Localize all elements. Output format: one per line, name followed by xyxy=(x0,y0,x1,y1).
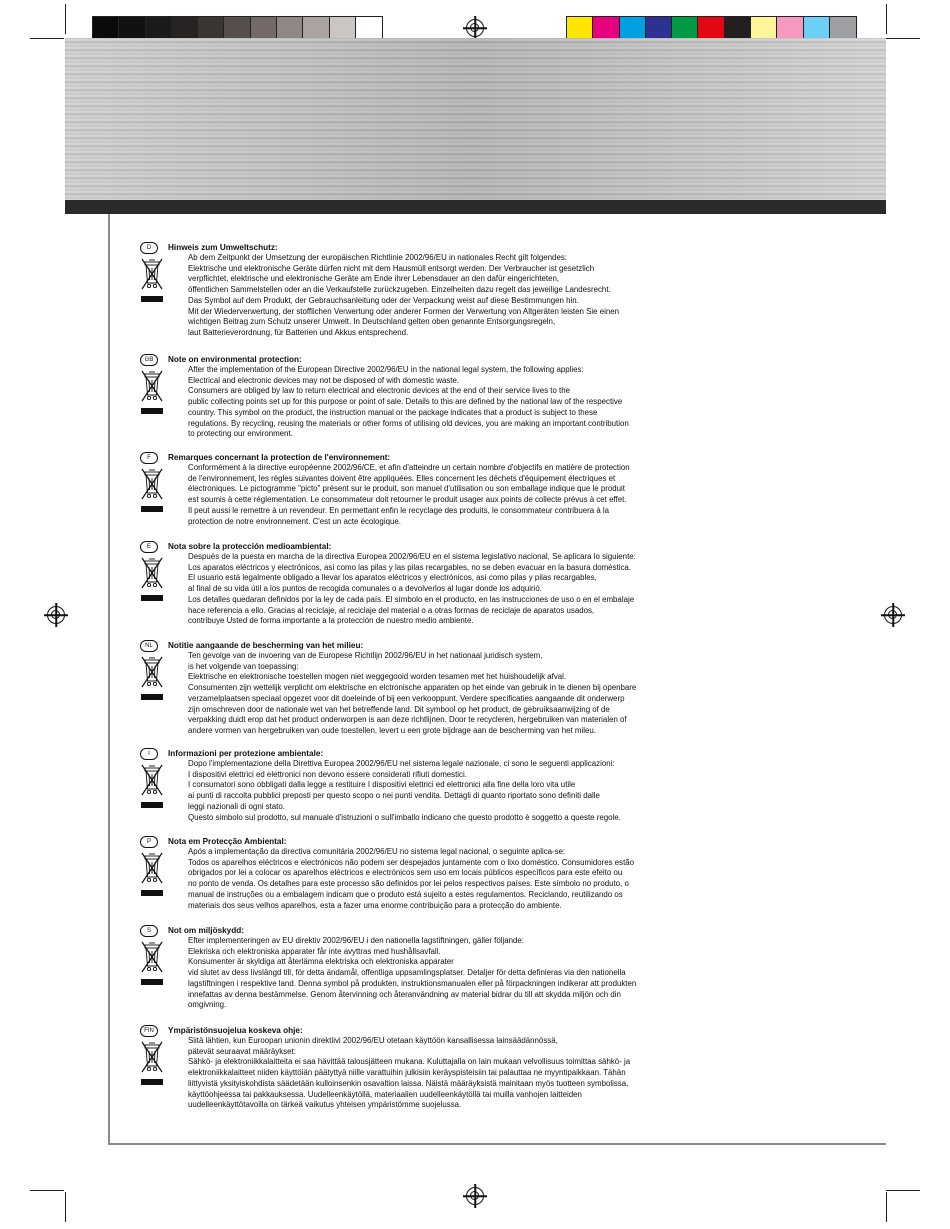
text-line: Los aparatos eléctricos y electrónicos, así como las pilas y las pilas recargables, no se deben evacuar en la basura doméstica. xyxy=(188,562,631,572)
crossed-bin-icon xyxy=(140,762,164,814)
crop-mark xyxy=(886,38,920,39)
notice-section xyxy=(140,354,760,439)
text-line: After the implementation of the European Directive 2002/96/EU in the national legal system, the following applies: xyxy=(188,365,584,374)
section-title: Ympäristönsuojelua koskeva ohje: xyxy=(168,1026,303,1035)
content-frame-bottom xyxy=(108,1143,886,1145)
text-line: I consumatori sono obbligati dalla legge a restituire I dispositivi elettrici ed elettronici alla fine della loro vita utile xyxy=(188,780,576,790)
text-line: Después de la puesta en marcha de la directiva Europea 2002/96/EU en el sistema legislativo nacional, Se aplicara lo siguiente: xyxy=(188,552,636,561)
notice-section xyxy=(140,925,760,1010)
text-line: obrigados por lei a colocar os aparelhos eléctricos e electrónicos sem uso em locais públicos específicos para este efeito ou xyxy=(188,868,623,878)
text-line: Consumenten zijn wettelijk verplicht om elektrische en elctronische apparaten op het einde van gebruik in te dienen bij openbare xyxy=(188,683,637,693)
country-code-badge: S xyxy=(140,925,158,937)
text-line: andere vormen van hergebruiken van oude toestellen, levert u een grote bijdrage aan de bescherming van het mileu. xyxy=(188,725,596,735)
text-line: öffentlichen Sammelstellen oder an die Verkaufstelle zurückzugeben. Einzelheiten dazu regelt das jeweilige Landesrecht. xyxy=(188,285,611,295)
text-line: pätevät seuraavat määräykset: xyxy=(188,1046,296,1056)
crop-mark xyxy=(65,4,66,34)
text-line: is het volgende van toepassing: xyxy=(188,661,299,671)
section-title: Nota sobre la protección medioambiental: xyxy=(168,542,332,551)
section-header xyxy=(140,242,760,253)
text-line: Los detalles quedaran definidos por la ley de cada país. El símbolo en el producto, en las instrucciones de uso o en el embalaje xyxy=(188,594,635,604)
notice-section xyxy=(140,640,760,735)
text-line: verpakking duidt erop dat het product onderworpen is aan deze richtlijnen. Door te recycleren, hergebruiken van materialen of xyxy=(188,715,627,725)
text-line: vid slutet av dess livslängd till, för detta ändamål, offentliga uppsamlingsplatser. Detaljer för detta definieras via den nationella xyxy=(188,968,626,978)
text-line: Após a implementação da directiva comunitária 2002/96/EU no sistema legal nacional, o seguinte aplica-se: xyxy=(188,847,566,856)
brushed-metal-header xyxy=(65,38,886,200)
registration-mark-icon xyxy=(884,606,902,624)
text-line: Electrical and electronic devices may not be disposed of with domestic waste. xyxy=(188,375,460,385)
text-line: de l'environnement, les règles suivantes doivent être appliquées. Elles concernent les déchets d'équipement électriques et xyxy=(188,473,616,483)
country-code-badge: D xyxy=(140,242,158,254)
crop-mark xyxy=(65,1192,66,1222)
section-body xyxy=(188,552,728,627)
text-line: Consumers are obliged by law to return electrical and electronic devices at the end of their service lives to the xyxy=(188,386,571,396)
text-line: Elektrische und elektronische Geräte dürfen nicht mit dem Hausmüll entsorgt werden. Der Verbraucher ist gesetzlich xyxy=(188,263,595,273)
crop-mark xyxy=(30,1190,64,1191)
text-line: Todos os aparelhos eléctricos e electrónicos não podem ser despejados juntamente com o lixo doméstico. Consumidores estão xyxy=(188,857,635,867)
text-line: hace referencia a ello. Gracias al reciclaje, al reciclaje del material o a otras formas de reciclaje de aparatos usados, xyxy=(188,605,595,615)
section-body xyxy=(188,365,728,440)
text-line: Conformément à la directive européenne 2002/96/CE, et afin d'atteindre un certain nombre d'objectifs en matière de protection xyxy=(188,463,630,472)
text-line: Questo simbolo sul prodotto, sul manuale d'istruzioni o sull'imballo indicano che questo prodotto è soggetto a queste regole. xyxy=(188,812,621,822)
text-line: to protecting our environment. xyxy=(188,429,293,439)
text-line: laut Batterieverordnung, für Batterien und Akkus entsprechend. xyxy=(188,327,409,337)
crossed-bin-icon xyxy=(140,654,164,706)
crop-mark xyxy=(886,1190,920,1191)
section-title: Hinweis zum Umweltschutz: xyxy=(168,243,278,252)
section-header xyxy=(140,452,760,463)
text-line: Das Symbol auf dem Produkt, der Gebrauchsanleitung oder der Verpackung weist auf diese Bestimmungen hin. xyxy=(188,295,579,305)
crop-mark xyxy=(30,38,64,39)
text-line: uudelleenkäyttötavoilla on tärkeä vaikutus yhteisen ympäristömme suojelussa. xyxy=(188,1100,462,1110)
text-line: ai punti di raccolta pubblici preposti per questo scopo o nei punti vendita. Dettagli di quanto riportato sono definiti dalle xyxy=(188,791,600,801)
text-line: électroniques. Le pictogramme "picto" présent sur le produit, son manuel d'utilisation ou son emballage indique que le produit xyxy=(188,484,625,494)
text-line: käyttöohjeessa tai pakkauksessa. Uudelleenkäytöllä, materiaalien uudelleenkäytöllä tai muilla vanhojen laitteiden xyxy=(188,1089,582,1099)
text-line: est soumis à cette réglementation. Le consommateur doit retourner le produit usager aux points de collecte prévus à cet effet. xyxy=(188,495,627,505)
country-code-badge: P xyxy=(140,836,158,848)
text-line: Elekriska och elektroniska apparater får inte avyttras med hushållsavfall. xyxy=(188,946,441,956)
section-title: Not om miljöskydd: xyxy=(168,926,244,935)
crop-mark xyxy=(886,1192,887,1222)
section-body xyxy=(188,759,728,823)
crossed-bin-icon xyxy=(140,368,164,420)
notice-section xyxy=(140,836,760,910)
text-line: verzamelplaatsen speciaal opgezet voor dit doeleinde of bij een verkooppunt. Verdere specificaties aangaande dit onderwerp xyxy=(188,693,625,703)
text-line: Ab dem Zeitpunkt der Umsetzung der europäischen Richtlinie 2002/96/EU in nationales Recht gilt folgendes: xyxy=(188,253,567,262)
text-line: country. This symbol on the product, the instruction manual or the package indicates that a product is subject to these xyxy=(188,407,598,417)
section-body xyxy=(188,936,728,1011)
crossed-bin-icon xyxy=(140,850,164,902)
section-header xyxy=(140,541,760,552)
text-line: regulations. By recycling, reusing the materials or other forms of utilising old devices, you are making an important contribution xyxy=(188,418,629,428)
section-header xyxy=(140,354,760,365)
section-body xyxy=(188,253,728,339)
text-line: lagstiftningen i respektive land. Denna symbol på produkten, instruktionsmanualen eller på förpackningen indikerar att produkten xyxy=(188,978,637,988)
country-code-badge: FIN xyxy=(140,1025,158,1037)
header-dark-band xyxy=(65,200,886,214)
text-line: Dopo l'implementazione della Direttiva Europea 2002/96/EU nel sistema legale nazionale, ci sono le seguenti applicazioni: xyxy=(188,759,615,768)
country-code-badge: F xyxy=(140,452,158,464)
text-line: innefattas av denna bestämmelse. Genom återvinning och återanvändning av material bidrar du till att skydda miljön och din xyxy=(188,989,621,999)
section-header xyxy=(140,836,760,847)
text-line: Efter implementeringen av EU direktiv 2002/96/EU i den nationella lagstiftningen, gäller följande: xyxy=(188,936,524,945)
text-line: Siitä lähtien, kun Euroopan unionin direktiivi 2002/96/EU otetaan käyttöön kansallisessa lainsäädännössä, xyxy=(188,1036,558,1045)
country-code-badge: GB xyxy=(140,354,158,366)
text-line: Konsumenter är skyldiga att återlämna elektriska och elektroniska apparater xyxy=(188,957,454,967)
text-line: Il peut aussi le remettre à un revendeur. En permettant enfin le recyclage des produits, le consommateur contribuera à la xyxy=(188,505,610,515)
text-line: zijn omschreven door de nationale wet van het betreffende land. Dit symbool op het product, de gebruiksaanwijzing of de xyxy=(188,704,610,714)
text-line: public collecting points set up for this purpose or point of sale. Details to this are defined by the national law of the respective xyxy=(188,397,623,407)
text-line: al final de su vida útil a los puntos de recogida comunales o a devolverlos al lugar donde los adquirió. xyxy=(188,584,542,594)
registration-mark-icon xyxy=(466,19,484,37)
text-line: materiais dos seus velhos aparelhos, esta a fazer uma enorme contribuição para a protecção do ambiente. xyxy=(188,900,562,910)
section-title: Nota em Protecção Ambiental: xyxy=(168,837,287,846)
section-header xyxy=(140,748,760,759)
crossed-bin-icon xyxy=(140,466,164,518)
section-body xyxy=(188,847,728,911)
text-line: leggi nazionali di ogni stato. xyxy=(188,801,285,811)
notice-section xyxy=(140,452,760,526)
section-header xyxy=(140,640,760,651)
text-line: verpflichtet, elektrische und elektronische Geräte am Ende ihrer Lebensdauer an den dafür eingerichteten, xyxy=(188,274,560,284)
text-line: contribuye Usted de forma importante a la protección de nuestro medio ambiente. xyxy=(188,616,474,626)
text-line: no ponto de venda. Os detalhes para este processo são definidos por lei pelos respectivos países. Este símbolo no produto, o xyxy=(188,879,629,889)
text-line: liittyvistä yksityiskohdista säädetään kulloinsenkin osavaltion laissa. Näistä määräyksistä mainitaan myös tuotteen symbolissa, xyxy=(188,1078,629,1088)
section-body xyxy=(188,463,728,527)
section-title: Notitie aangaande de bescherming van het milieu: xyxy=(168,641,364,650)
crossed-bin-icon xyxy=(140,939,164,991)
text-line: Mit der Wiederverwertung, der stofflichen Verwertung oder anderer Formen der Verwertung von Altgeräten leisten Sie einen xyxy=(188,306,620,316)
country-code-badge: NL xyxy=(140,640,158,652)
crossed-bin-icon xyxy=(140,1039,164,1091)
section-header xyxy=(140,925,760,936)
notice-section xyxy=(140,541,760,626)
text-line: I dispositivi elettrici ed elettronici non devono essere considerati rifiuti domestici. xyxy=(188,769,467,779)
text-line: El usuario está legalmente obligado a llevar los aparatos eléctricos y electrónicos, así como pilas y pilas recargables, xyxy=(188,573,597,583)
country-code-badge: I xyxy=(140,748,158,760)
crossed-bin-icon xyxy=(140,256,164,308)
country-code-badge: E xyxy=(140,541,158,553)
text-line: omgivning. xyxy=(188,1000,227,1010)
notice-section xyxy=(140,242,760,337)
section-body xyxy=(188,1036,728,1111)
notice-section xyxy=(140,1025,760,1110)
section-title: Remarques concernant la protection de l'environnement: xyxy=(168,453,391,462)
registration-mark-icon xyxy=(47,606,65,624)
text-line: Ten gevolge van de invoering van de Europese Richtlijn 2002/96/EU in het nationaal juridisch system, xyxy=(188,651,543,660)
text-line: elektroniikkalaitteet niiden käyttöiän päätyttyä niille varattuihin julkisiin keräyspisteisiin tai palauttaa ne myyntipaikkaan. Tähän xyxy=(188,1068,626,1078)
text-line: protection de notre environnement. C'est un acte écologique. xyxy=(188,516,401,526)
text-line: wichtigen Beitrag zum Schutz unserer Umwelt. In Deutschland gelten oben genannte Entsorgungsregeln, xyxy=(188,317,556,327)
crop-mark xyxy=(886,4,887,34)
text-line: manual de instruções ou a embalagem indicam que o produto está sujeito a estes regulamentos. Reciclando, reutilizando os xyxy=(188,889,623,899)
notice-section xyxy=(140,748,760,822)
section-title: Note on environmental protection: xyxy=(168,355,302,364)
content-frame-left xyxy=(108,214,110,1144)
crossed-bin-icon xyxy=(140,555,164,607)
registration-mark-icon xyxy=(466,1187,484,1205)
section-header xyxy=(140,1025,760,1036)
text-line: Elektrische en elektronische toestellen mogen niet weggegooid worden tesamen met het huishoudelijk afval. xyxy=(188,672,567,682)
section-body xyxy=(188,651,728,737)
text-line: Sähkö- ja elektroniikkalaitteita ei saa hävittää talousjätteen mukana. Kuluttajalla on lain mukaan velvollisuus toimittaa sähkö- ja xyxy=(188,1057,631,1067)
section-title: Informazioni per protezione ambientale: xyxy=(168,749,324,758)
